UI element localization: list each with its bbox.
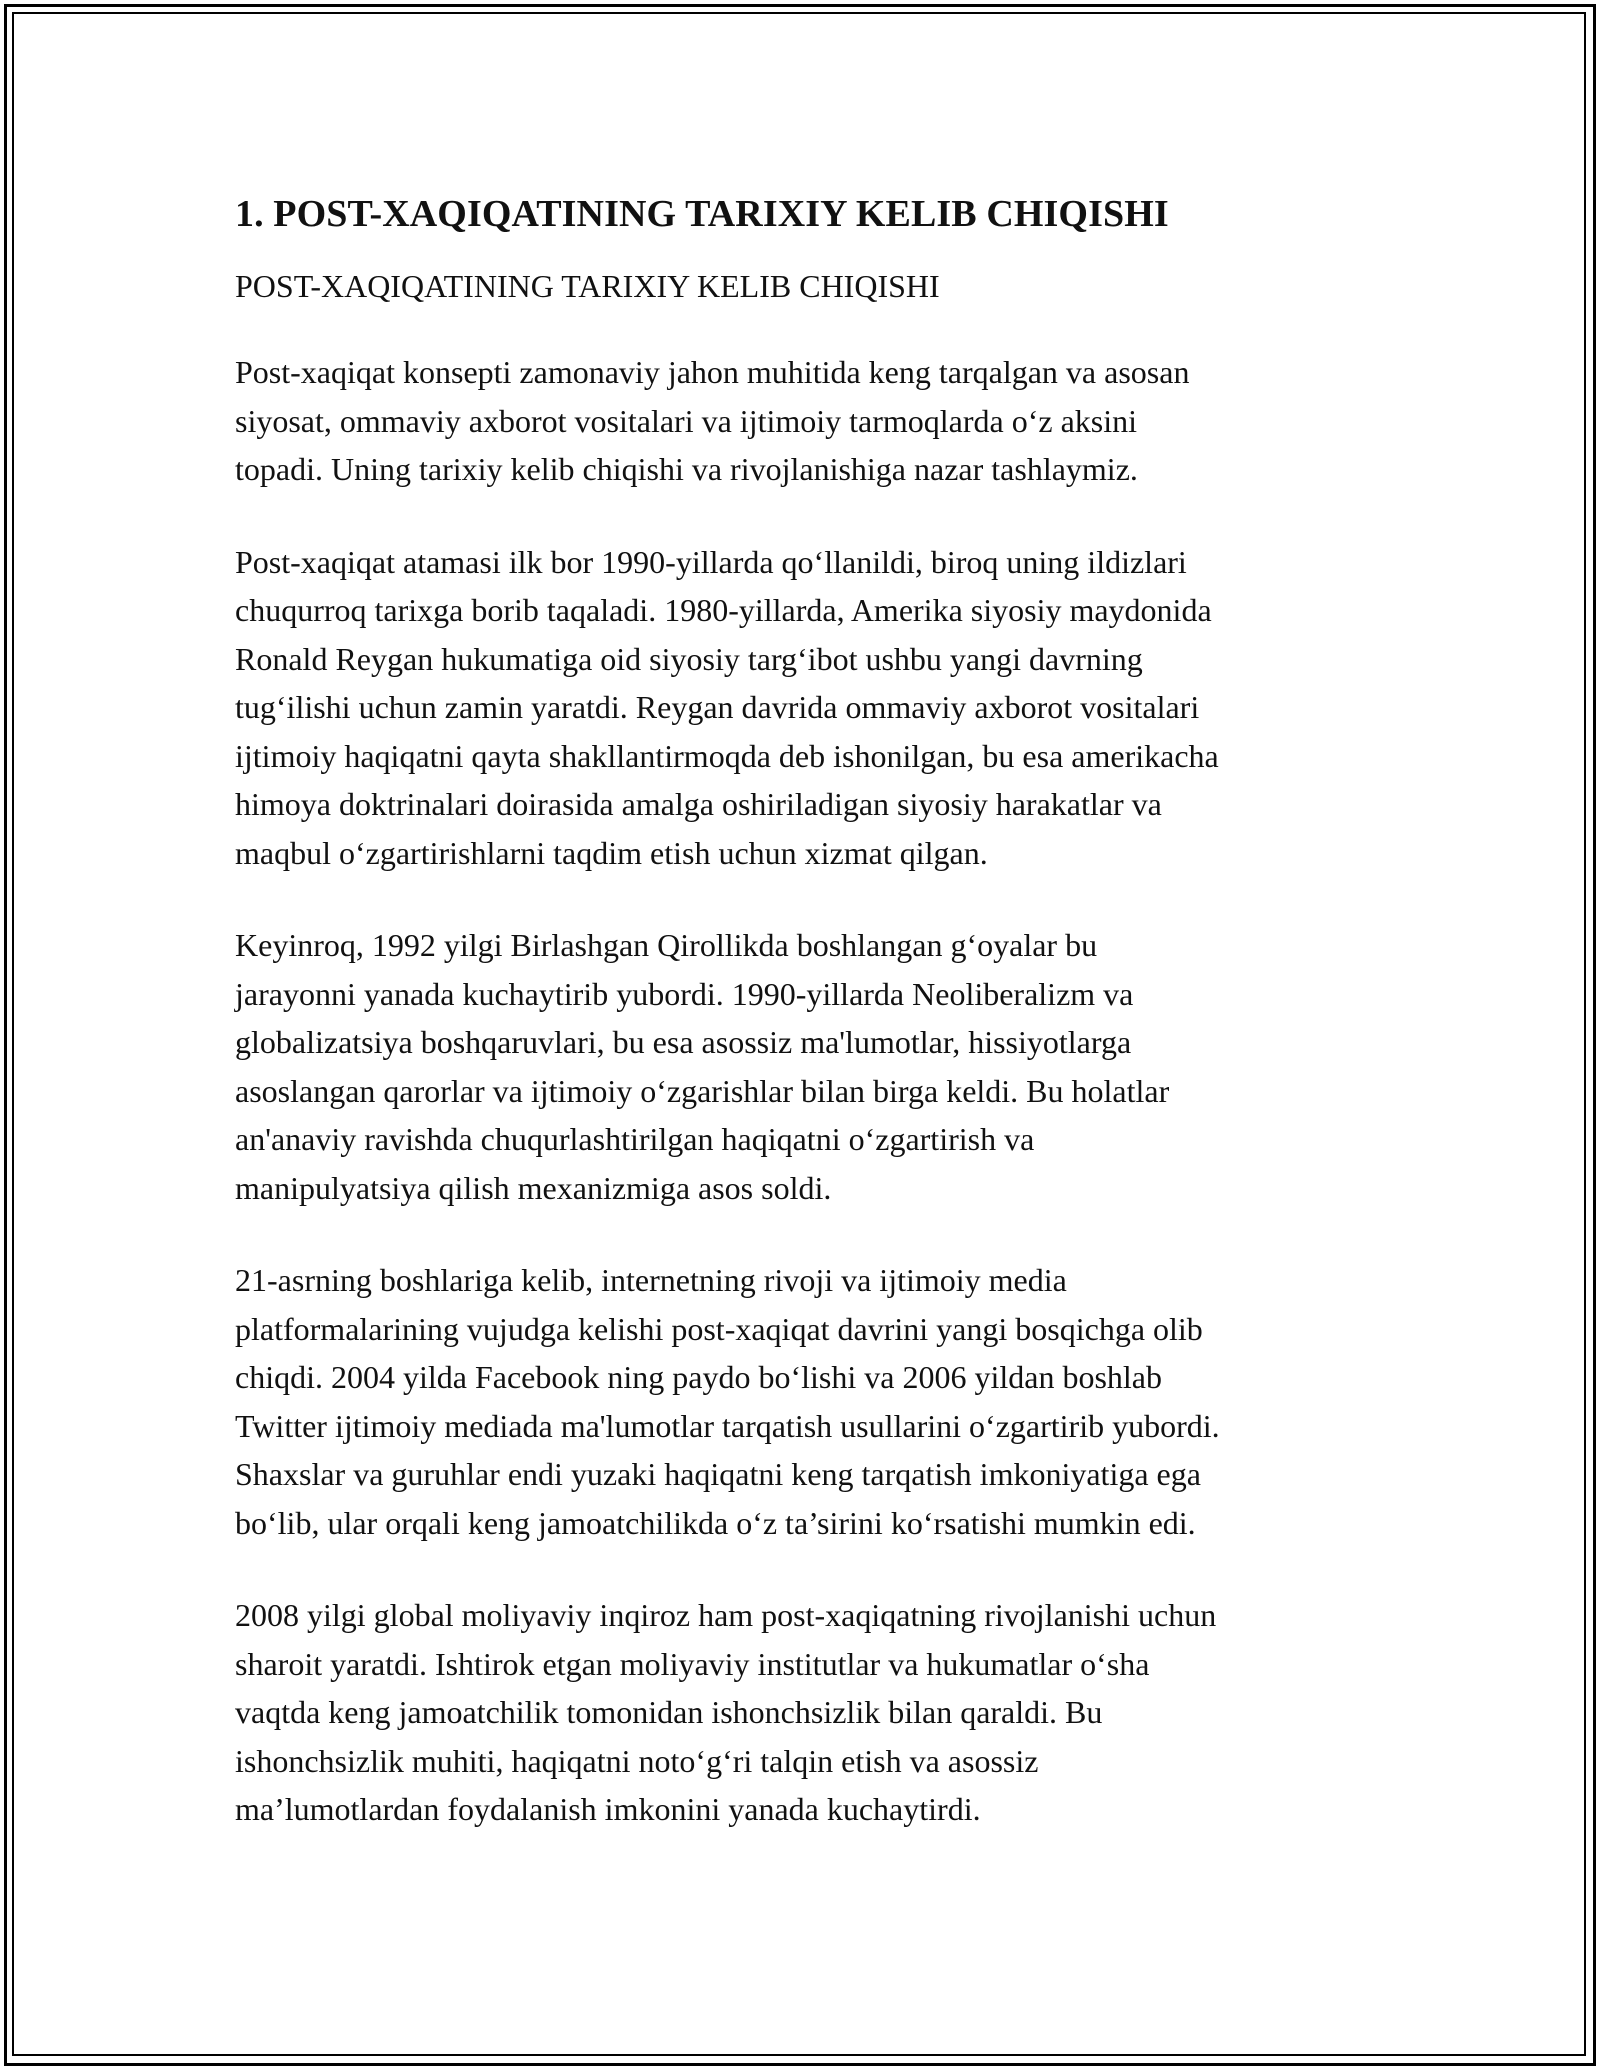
paragraph-1: Post-xaqiqat konsepti zamonaviy jahon muhitida keng tarqalgan va asosan siyosat, ommaviy axborot vositalari va ijtimoiy tarmoqlarda o‘z aksini topadi. Uning tarixiy kelib chiqishi va rivojlanishiga nazar tashlaymiz.	[235, 354, 1190, 487]
document-body	[235, 188, 1375, 1834]
paragraph-3: Keyinroq, 1992 yilgi Birlashgan Qirollikda boshlangan g‘oyalar bu jarayonni yanada kuchaytirib yubordi. 1990-yillarda Neoliberalizm va globalizatsiya boshqaruvlari, bu esa asossiz ma'lumotlar, hissiyotlarga asoslangan qarorlar va ijtimoiy o‘zgarishlar bilan birga keldi. Bu holatlar an'anaviy ravishda chuqurlashtirilgan haqiqatni o‘zgartirish va manipulyatsiya qilish mexanizmiga asos soldi.	[235, 927, 1170, 1206]
section-subheading: POST-XAQIQATINING TARIXIY KELIB CHIQISHI	[235, 268, 940, 304]
paragraph-4: 21-asrning boshlariga kelib, internetning rivoji va ijtimoiy media platformalarining vujudga kelishi post-xaqiqat davrini yangi bosqichga olib chiqdi. 2004 yilda Facebook ning paydo bo‘lishi va 2006 yildan boshlab Twitter ijtimoiy mediada ma'lumotlar tarqatish usullarini o‘zgartirib yubordi. Shaxslar va guruhlar endi yuzaki haqiqatni keng tarqatish imkoniyatiga ega bo‘lib, ular orqali keng jamoatchilikda o‘z ta’sirini ko‘rsatishi mumkin edi.	[235, 1262, 1220, 1541]
section-heading: 1. POST-XAQIQATINING TARIXIY KELIB CHIQISHI	[235, 193, 1169, 235]
paragraph-2: Post-xaqiqat atamasi ilk bor 1990-yillarda qo‘llanildi, biroq uning ildizlari chuqurroq tarixga borib taqaladi. 1980-yillarda, Amerika siyosiy maydonida Ronald Reygan hukumatiga oid siyosiy targ‘ibot ushbu yangi davrning tug‘ilishi uchun zamin yaratdi. Reygan davrida ommaviy axborot vositalari ijtimoiy haqiqatni qayta shakllantirmoqda deb ishonilgan, bu esa amerikacha himoya doktrinalari doirasida amalga oshiriladigan siyosiy harakatlar va maqbul o‘zgartirishlarni taqdim etish uchun xizmat qilgan.	[235, 543, 1219, 871]
paragraph-5: 2008 yilgi global moliyaviy inqiroz ham post-xaqiqatning rivojlanishi uchun sharoit yaratdi. Ishtirok etgan moliyaviy institutlar va hukumatlar o‘sha vaqtda keng jamoatchilik tomonidan ishonchsizlik bilan qaraldi. Bu ishonchsizlik muhiti, haqiqatni noto‘g‘ri talqin etish va asossiz ma’lumotlardan foydalanish imkonini yanada kuchaytirdi.	[235, 1597, 1217, 1827]
